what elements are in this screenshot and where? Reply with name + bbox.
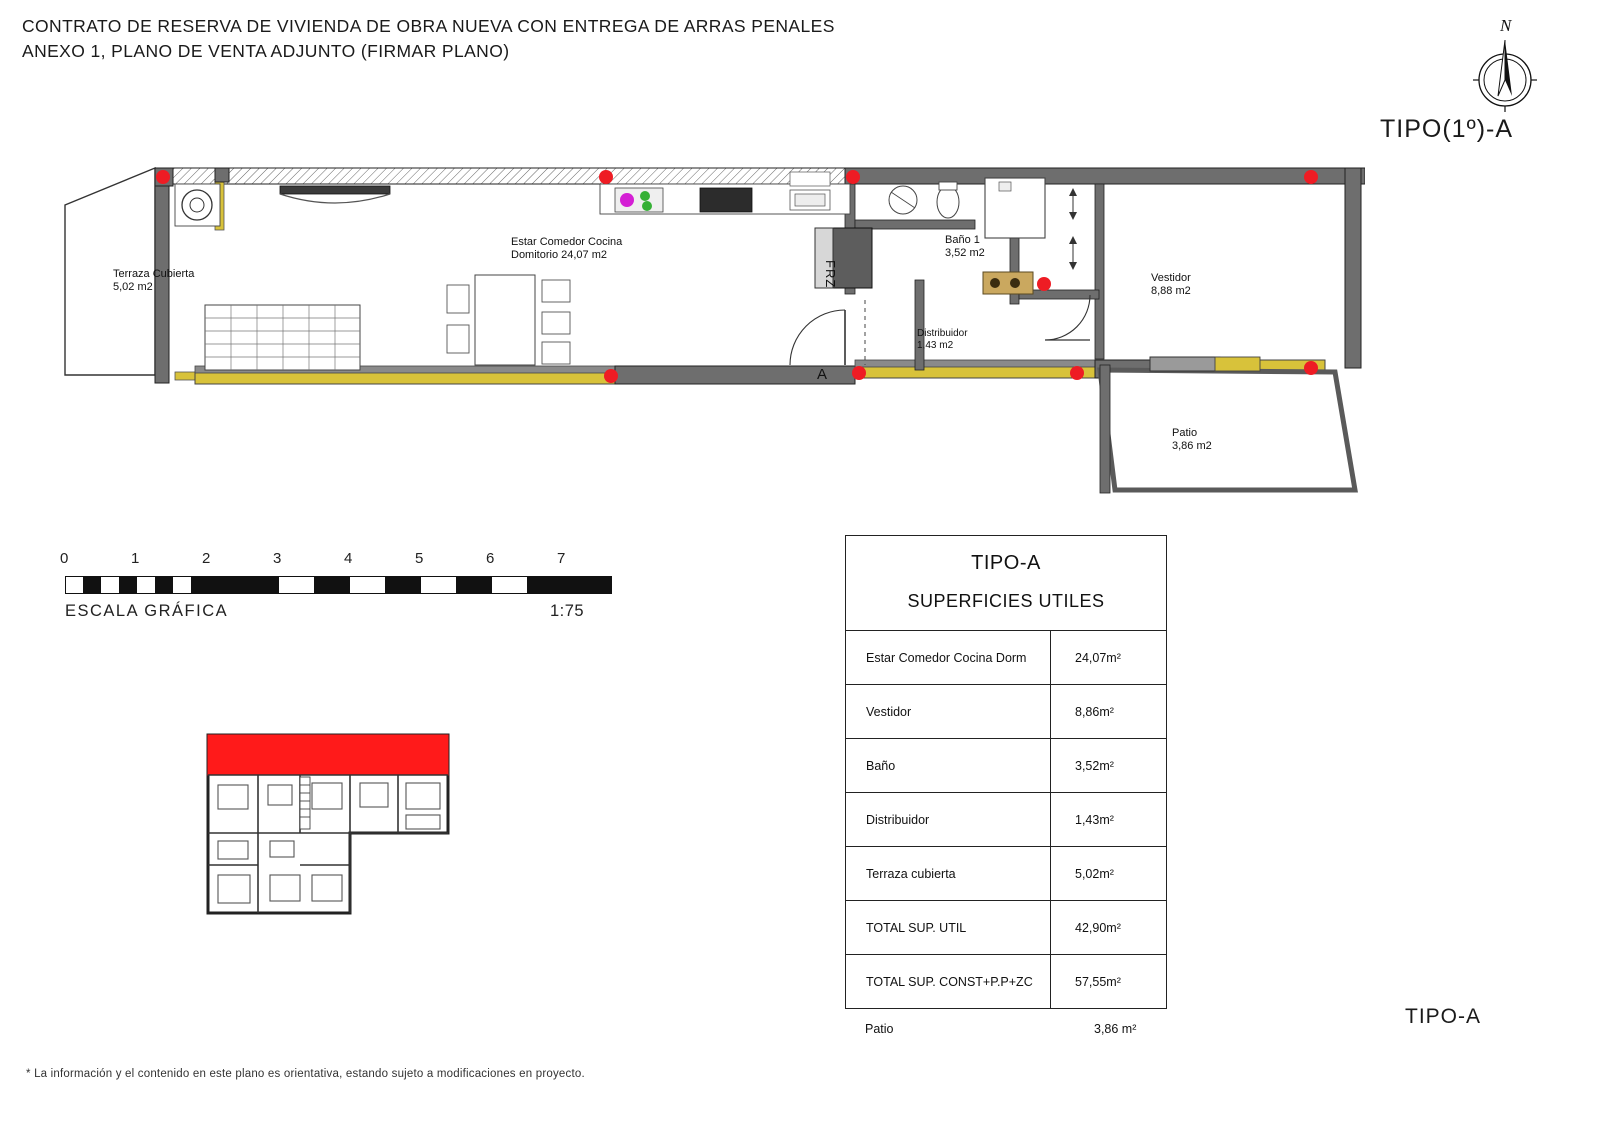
row-value: 24,07m² <box>1075 650 1121 665</box>
scale-tick-1: 1 <box>131 550 140 567</box>
section-label-a: A <box>817 366 828 383</box>
table-row <box>846 739 1166 793</box>
row-label: Patio <box>865 1022 894 1036</box>
floor-plan-svg <box>55 160 1365 520</box>
graphic-scale-bar <box>60 550 620 640</box>
row-value: 42,90m² <box>1075 920 1121 935</box>
row-label: TOTAL SUP. UTIL <box>846 901 1051 954</box>
table-row <box>846 847 1166 901</box>
floor-plan-drawing <box>55 160 1365 520</box>
table-row <box>846 901 1166 955</box>
areas-table <box>845 535 1167 1009</box>
north-label: N <box>1500 16 1512 35</box>
scale-caption: ESCALA GRÁFICA <box>65 602 229 620</box>
row-label: Vestidor <box>846 685 1051 738</box>
plan-type-title-bottom: TIPO-A <box>1405 1005 1482 1028</box>
room-label-distribuidor: Distribuidor 1,43 m2 <box>917 328 968 351</box>
row-label: Baño <box>846 739 1051 792</box>
areas-table-header <box>846 536 1166 631</box>
key-plan-floor-diagram <box>200 715 460 925</box>
row-value: 8,86m² <box>1075 704 1114 719</box>
scale-tick-4: 4 <box>344 550 353 567</box>
plan-type-title: TIPO(1º)-A <box>1380 115 1514 143</box>
key-plan <box>200 715 460 925</box>
room-label-terraza: Terraza Cubierta 5,02 m2 <box>113 268 195 293</box>
row-label: TOTAL SUP. CONST+P.P+ZC <box>846 955 1051 1008</box>
scale-tick-6: 6 <box>486 550 495 567</box>
room-label-vestidor: Vestidor 8,88 m2 <box>1151 272 1191 297</box>
areas-table-title: TIPO-A <box>971 552 1041 574</box>
disclaimer-note: * La información y el contenido en este plano es orientativa, estando sujeto a modificaciones en proyecto. <box>26 1068 585 1080</box>
fridge-label: FRZ <box>823 260 838 289</box>
row-label: Distribuidor <box>846 793 1051 846</box>
scale-tick-0: 0 <box>60 550 69 567</box>
patio-area-row <box>845 1022 1165 1036</box>
scale-tick-7: 7 <box>557 550 566 567</box>
row-value: 3,52m² <box>1075 758 1114 773</box>
scale-ratio: 1:75 <box>550 602 585 620</box>
row-value: 1,43m² <box>1075 812 1114 827</box>
table-row <box>846 685 1166 739</box>
room-label-bano: Baño 1 3,52 m2 <box>945 234 985 259</box>
row-value: 57,55m² <box>1075 974 1121 989</box>
scale-tick-2: 2 <box>202 550 211 567</box>
scale-tick-5: 5 <box>415 550 424 567</box>
areas-table-subtitle: SUPERFICIES UTILES <box>907 591 1105 611</box>
document-header <box>22 14 1022 64</box>
row-value: 3,86 m² <box>1094 1022 1137 1036</box>
row-value: 5,02m² <box>1075 866 1114 881</box>
north-arrow <box>1460 18 1550 118</box>
room-label-patio: Patio 3,86 m2 <box>1172 427 1212 452</box>
scale-tick-3: 3 <box>273 550 282 567</box>
header-line-1: CONTRATO DE RESERVA DE VIVIENDA DE OBRA NUEVA CON ENTREGA DE ARRAS PENALES <box>22 16 835 36</box>
row-label: Estar Comedor Cocina Dorm <box>846 631 1051 684</box>
table-row <box>846 793 1166 847</box>
table-row <box>846 631 1166 685</box>
room-label-estar: Estar Comedor Cocina Domitorio 24,07 m2 <box>511 236 623 261</box>
row-label: Terraza cubierta <box>846 847 1051 900</box>
table-row <box>846 955 1166 1009</box>
header-line-2: ANEXO 1, PLANO DE VENTA ADJUNTO (FIRMAR PLANO) <box>22 41 510 61</box>
scale-bar-graphic <box>65 576 612 594</box>
